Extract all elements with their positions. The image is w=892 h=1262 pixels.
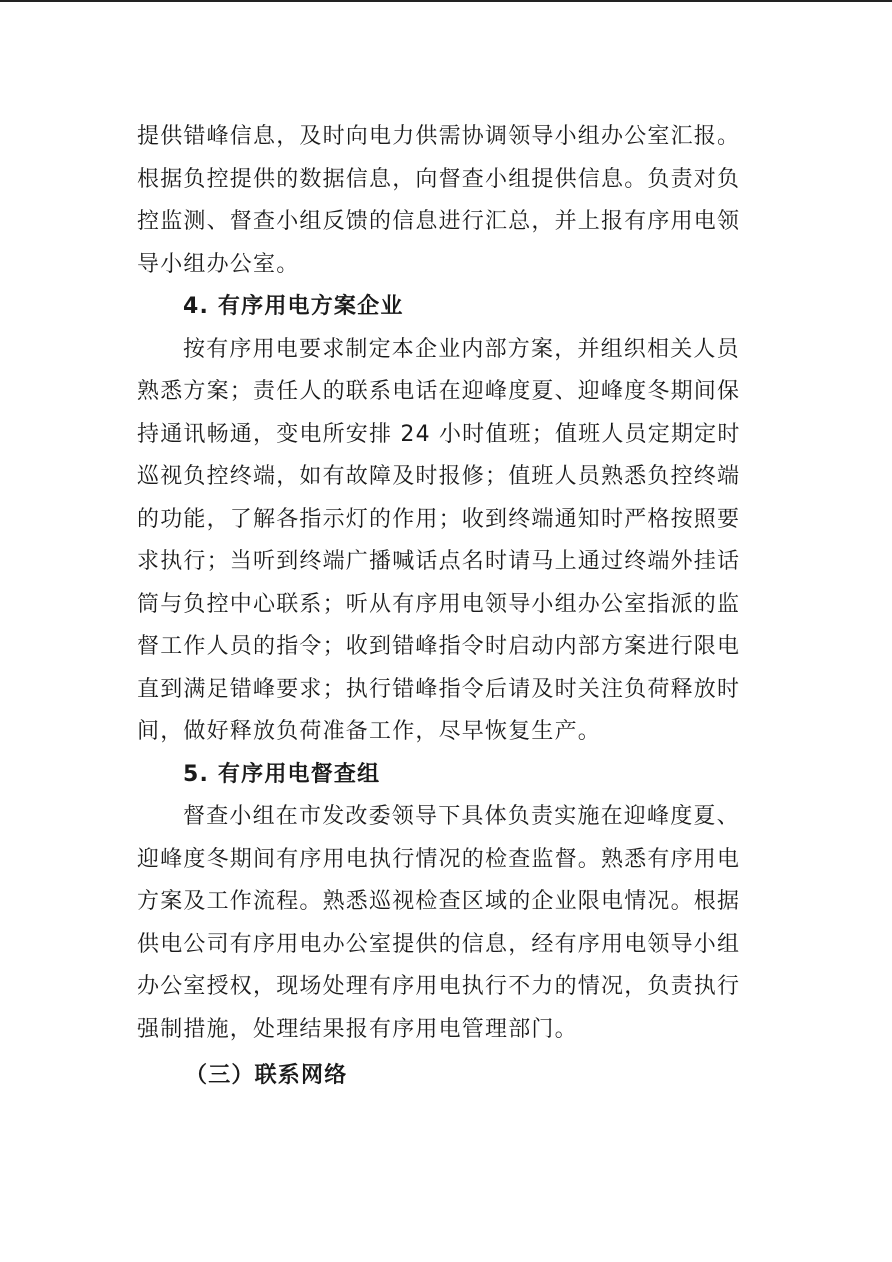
- body-text-line: 根据负控提供的数据信息，向督查小组提供信息。负责对负: [137, 166, 741, 192]
- body-text-line: 方案及工作流程。熟悉巡视检查区域的企业限电情况。根据: [137, 889, 741, 914]
- body-text-line: 导小组办公室。: [137, 251, 300, 277]
- body-text-line: 控监测、督查小组反馈的信息进行汇总，并上报有序用电领: [137, 209, 741, 234]
- body-text-line: 按有序用电要求制定本企业内部方案，并组织相关人员: [183, 336, 740, 362]
- body-text-line: 熟悉方案；责任人的联系电话在迎峰度夏、迎峰度冬期间保: [137, 379, 741, 404]
- body-text-line: 巡视负控终端，如有故障及时报修；值班人员熟悉负控终端: [137, 464, 741, 489]
- body-text-line: 办公室授权，现场处理有序用电执行不力的情况，负责执行: [137, 974, 741, 999]
- body-text-line: 提供错峰信息，及时向电力供需协调领导小组办公室汇报。: [137, 124, 741, 149]
- section-5-heading: 5. 有序用电督查组: [183, 761, 381, 787]
- body-text-line: 持通讯畅通，变电所安排 24 小时值班；值班人员定期定时: [137, 421, 741, 447]
- body-text-line: 督查小组在市发改委领导下具体负责实施在迎峰度夏、: [183, 804, 740, 829]
- body-text-line: 求执行；当听到终端广播喊话点名时请马上通过终端外挂话: [137, 549, 741, 574]
- body-text-line: 强制措施，处理结果报有序用电管理部门。: [137, 1016, 578, 1042]
- section-three-heading: （三）联系网络: [185, 1063, 348, 1088]
- body-text-line: 间，做好释放负荷准备工作，尽早恢复生产。: [137, 719, 602, 744]
- body-text-line: 直到满足错峰要求；执行错峰指令后请及时关注负荷释放时: [137, 676, 741, 702]
- section-4-heading: 4. 有序用电方案企业: [183, 294, 404, 319]
- body-text-line: 的功能，了解各指示灯的作用；收到终端通知时严格按照要: [137, 506, 741, 532]
- body-text-line: 筒与负控中心联系；听从有序用电领导小组办公室指派的监: [137, 591, 741, 617]
- document-page: [137, 116, 749, 1098]
- body-text-line: 督工作人员的指令；收到错峰指令时启动内部方案进行限电: [137, 634, 741, 659]
- body-text-line: 迎峰度冬期间有序用电执行情况的检查监督。熟悉有序用电: [137, 846, 741, 872]
- top-border-line: [0, 0, 892, 2]
- body-text-line: 供电公司有序用电办公室提供的信息，经有序用电领导小组: [137, 931, 741, 957]
